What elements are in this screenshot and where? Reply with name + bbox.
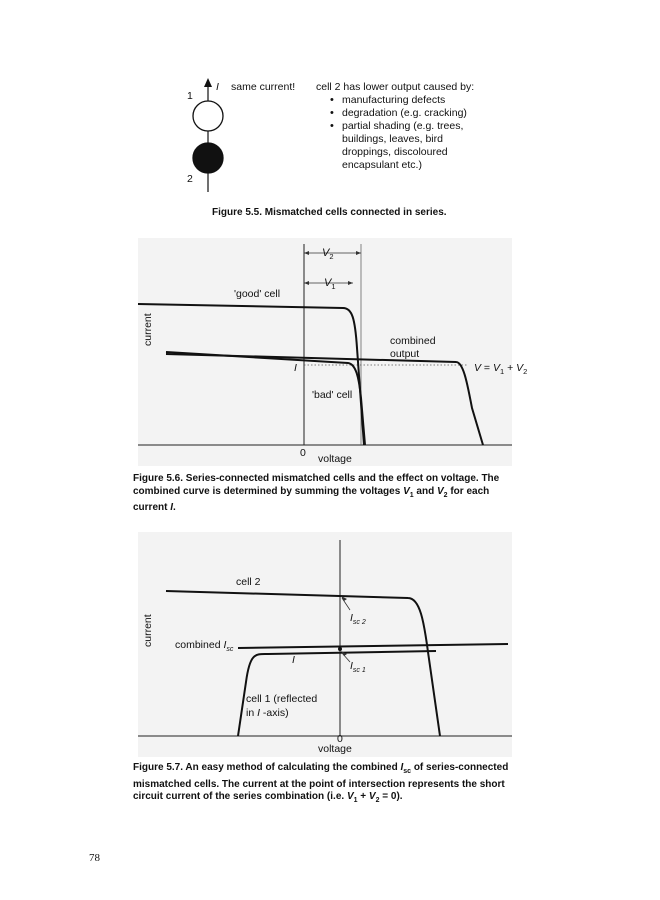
sum-equation: $V = V_1 + V_2$ (474, 362, 528, 376)
y-axis-label: current (142, 614, 154, 647)
combined-line (238, 644, 508, 648)
good-cell-curve (138, 304, 364, 445)
figure-5-5-caption: Figure 5.5. Mismatched cells connected in series. (212, 207, 447, 218)
combined-label-line2: output (390, 348, 420, 360)
list-item: • degradation (e.g. cracking) (330, 107, 490, 120)
figure-5-7-caption: Figure 5.7. An easy method of calculating the combined $I_{sc}$ of series-connected mismatched cells. The current at the point of intersection represents the short circuit current of the series combination (i.e. $V_1 + V_2 = 0$). (133, 762, 509, 804)
short-circuit-current-chart (138, 532, 512, 757)
current-i-label: I (216, 81, 219, 93)
cell-2-curve (166, 591, 440, 736)
mismatch-heading: cell 2 has lower output caused by: (316, 81, 475, 93)
x-axis-label: voltage (318, 743, 352, 755)
good-cell-label: 'good' cell (234, 288, 281, 300)
cell-1-label: 1 (187, 90, 193, 102)
bad-cell-label: 'bad' cell (312, 389, 353, 401)
cell-2-symbol (193, 143, 223, 173)
list-item: • partial shading (e.g. trees, buildings, leaves, bird droppings, discoloured encapsulant etc.) (330, 120, 490, 172)
isc1-label: $I_{sc 1}$ (350, 660, 366, 674)
arrow-icon (304, 251, 309, 255)
isc2-pointer (342, 598, 350, 610)
origin-label: 0 (300, 447, 306, 459)
cell-2-label: 2 (187, 173, 193, 185)
combined-isc-label: combined $I_{sc}$ (175, 639, 234, 653)
isc2-label: $I_{sc 2}$ (350, 612, 366, 626)
arrow-icon (348, 281, 353, 285)
current-i-label: I (294, 362, 297, 374)
mismatch-causes-list (330, 94, 490, 172)
combined-label-line1: combined (390, 335, 436, 347)
x-axis-label: voltage (318, 453, 352, 465)
figure-5-6-caption: Figure 5.6. Series-connected mismatched cells and the effect on voltage. The combined curve is determined by summing the voltages $V_1$ and $V_2$ for each current I. (133, 473, 500, 513)
arrow-icon (304, 281, 309, 285)
origin-label: 0 (337, 733, 343, 745)
cell-1-label-line2: in I -axis) (246, 707, 289, 719)
y-axis-label: current (142, 313, 154, 346)
voltage-mismatch-chart (138, 238, 528, 466)
cell-2-label: cell 2 (236, 576, 261, 588)
cell-1-label-line1: cell 1 (reflected (246, 693, 318, 705)
cell-1-symbol (193, 101, 223, 131)
v2-label: $V_2$ (322, 247, 334, 261)
page-number: 78 (89, 852, 100, 864)
arrow-icon (356, 251, 361, 255)
intersection-point (338, 647, 342, 651)
list-item: • manufacturing defects (330, 94, 490, 107)
current-i-label: I (292, 654, 295, 666)
current-arrow-icon (204, 78, 212, 87)
v1-label: $V_1$ (324, 277, 336, 291)
same-current-note: same current! (231, 81, 296, 93)
